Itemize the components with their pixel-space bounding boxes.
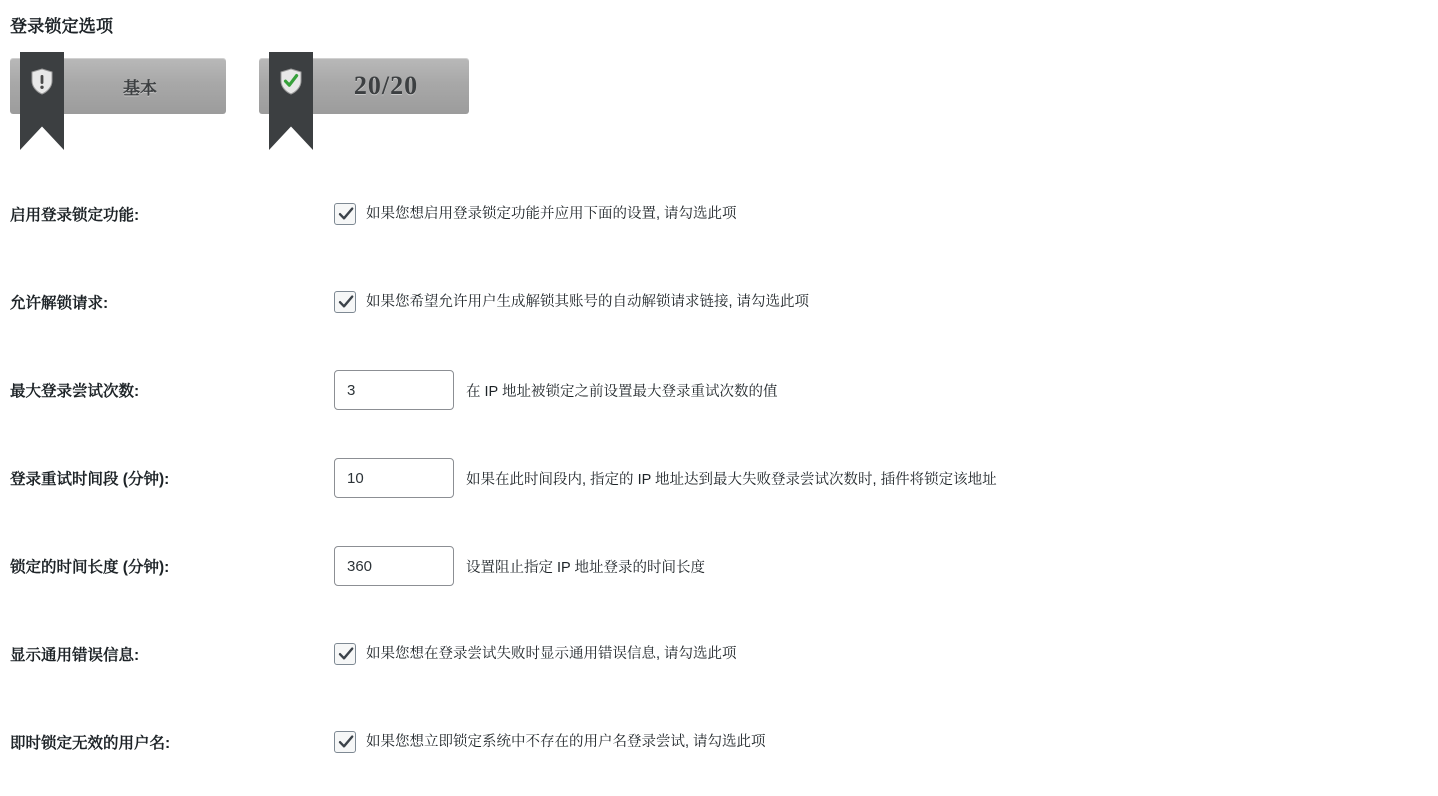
row-description: 如果您想在登录尝试失败时显示通用错误信息, 请勾选此项 bbox=[366, 646, 737, 662]
row-description: 在 IP 地址被锁定之前设置最大登录重试次数的值 bbox=[466, 384, 778, 400]
row-field bbox=[334, 180, 1438, 226]
row-description: 如果您想启用登录锁定功能并应用下面的设置, 请勾选此项 bbox=[366, 206, 737, 222]
row-field bbox=[334, 620, 1438, 666]
retry-time-period-input[interactable] bbox=[334, 458, 454, 498]
ribbon-shape bbox=[20, 52, 64, 150]
row-field bbox=[334, 532, 1438, 588]
checkbox-group[interactable] bbox=[334, 290, 809, 314]
row-label: 显示通用错误信息: bbox=[10, 647, 140, 664]
badge-basic bbox=[10, 58, 226, 114]
row-label: 最大登录尝试次数: bbox=[10, 383, 140, 400]
row-label: 锁定的时间长度 (分钟): bbox=[10, 559, 170, 576]
row-label: 即时锁定无效的用户名: bbox=[10, 735, 171, 752]
row-label: 登录重试时间段 (分钟): bbox=[10, 471, 170, 488]
form-row-allow-unlock-requests bbox=[0, 268, 1438, 356]
page-title: 登录锁定选项 bbox=[10, 17, 114, 36]
max-login-attempts-input[interactable] bbox=[334, 370, 454, 410]
row-field bbox=[334, 444, 1438, 500]
row-description: 如果在此时间段内, 指定的 IP 地址达到最大失败登录尝试次数时, 插件将锁定该地址 bbox=[466, 472, 997, 488]
row-description: 如果您希望允许用户生成解锁其账号的自动解锁请求链接, 请勾选此项 bbox=[366, 294, 810, 310]
badge-basic-label: 基本 bbox=[123, 78, 157, 98]
row-field bbox=[334, 268, 1438, 314]
form-row-max-login-attempts bbox=[0, 356, 1438, 444]
checkbox-group[interactable] bbox=[334, 730, 766, 754]
row-description: 如果您想立即锁定系统中不存在的用户名登录尝试, 请勾选此项 bbox=[366, 734, 766, 750]
enable-lockdown-checkbox[interactable] bbox=[334, 203, 356, 225]
row-field bbox=[334, 356, 1438, 412]
badge-group bbox=[10, 58, 469, 114]
checkbox-group[interactable] bbox=[334, 202, 737, 226]
checkbox-group[interactable] bbox=[334, 642, 737, 666]
generic-error-message-checkbox[interactable] bbox=[334, 643, 356, 665]
form-row-retry-time-period bbox=[0, 444, 1438, 532]
instant-lockout-invalid-username-checkbox[interactable] bbox=[334, 731, 356, 753]
row-label: 允许解锁请求: bbox=[10, 295, 109, 312]
options-form bbox=[0, 180, 1438, 796]
badge-score bbox=[259, 58, 469, 114]
form-row-enable-lockdown bbox=[0, 180, 1438, 268]
badge-score-label: 20/20 bbox=[353, 71, 419, 100]
allow-unlock-requests-checkbox[interactable] bbox=[334, 291, 356, 313]
lockout-length-input[interactable] bbox=[334, 546, 454, 586]
row-description: 设置阻止指定 IP 地址登录的时间长度 bbox=[466, 560, 705, 576]
ribbon-shape bbox=[269, 52, 313, 150]
form-row-lockout-length bbox=[0, 532, 1438, 620]
row-label: 启用登录锁定功能: bbox=[10, 207, 140, 224]
form-row-generic-error-message bbox=[0, 620, 1438, 708]
row-field bbox=[334, 708, 1438, 754]
